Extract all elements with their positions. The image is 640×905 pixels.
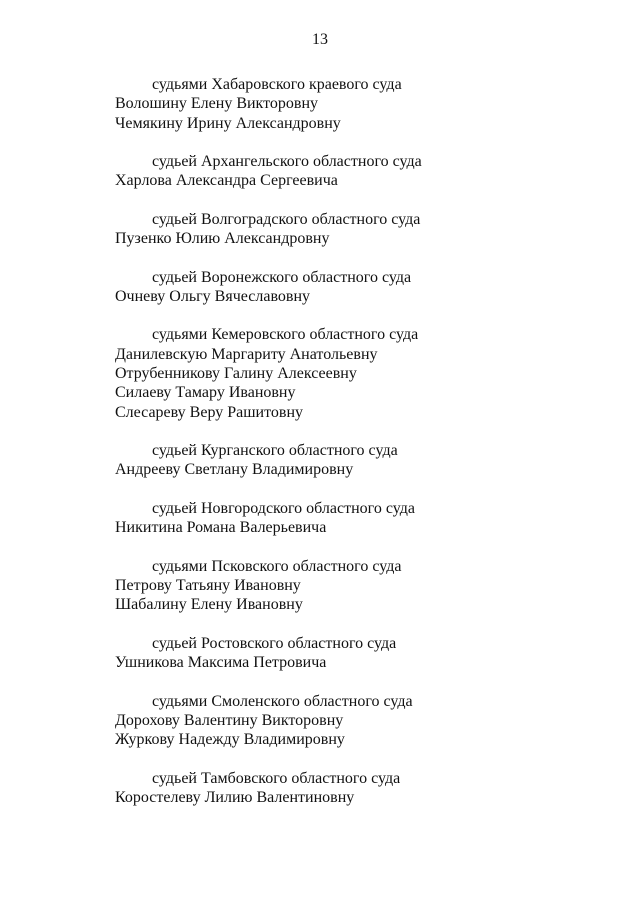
judge-name: Коростелеву Лилию Валентиновну — [115, 788, 355, 806]
court-block-kurgan — [115, 441, 595, 480]
judge-name: Ушникова Максима Петровича — [115, 654, 327, 672]
judge-name: Дорохову Валентину Викторовну — [115, 711, 344, 729]
court-heading: судьями Псковского областного суда — [152, 557, 402, 575]
court-heading: судьей Ростовского областного суда — [152, 634, 397, 652]
court-block-khabarovsk — [115, 75, 595, 133]
court-block-kemerovo — [115, 325, 595, 421]
court-block-tambov — [115, 769, 595, 808]
judge-name: Петрову Татьяну Ивановну — [115, 576, 301, 594]
judge-name: Харлова Александра Сергеевича — [115, 172, 338, 190]
judge-name: Чемякину Ирину Александровну — [115, 114, 341, 132]
court-block-volgograd — [115, 210, 595, 249]
judge-name: Данилевскую Маргариту Анатольевну — [115, 345, 378, 363]
court-heading: судьями Хабаровского краевого суда — [152, 76, 402, 93]
court-heading: судьей Воронежского областного суда — [152, 268, 412, 286]
court-block-voronezh — [115, 268, 595, 307]
judge-name: Журкову Надежду Владимировну — [115, 731, 345, 749]
court-block-arkhangelsk — [115, 152, 595, 191]
judge-name: Андрееву Светлану Владимировну — [115, 461, 354, 479]
page-number: 13 — [312, 31, 328, 48]
judge-name: Очневу Ольгу Вячеславовну — [115, 287, 310, 305]
court-block-smolensk — [115, 692, 595, 750]
court-heading: судьей Тамбовского областного суда — [152, 769, 401, 787]
appointment-list — [115, 75, 595, 826]
judge-name: Волошину Елену Викторовну — [115, 95, 319, 113]
judge-name: Слесареву Веру Рашитовну — [115, 403, 304, 421]
court-heading: судьей Курганского областного суда — [152, 442, 398, 460]
judge-name: Силаеву Тамару Ивановну — [115, 384, 296, 402]
court-block-novgorod — [115, 499, 595, 538]
court-heading: судьями Смоленского областного суда — [152, 692, 413, 710]
judge-name: Никитина Романа Валерьевича — [115, 519, 327, 537]
judge-name: Шабалину Елену Ивановну — [115, 596, 303, 614]
court-heading: судьей Архангельского областного суда — [152, 153, 422, 171]
court-block-rostov — [115, 634, 595, 673]
court-block-pskov — [115, 557, 595, 615]
judge-name: Пузенко Юлию Александровну — [115, 230, 330, 248]
court-heading: судьей Волгоградского областного суда — [152, 210, 421, 228]
judge-name: Отрубенникову Галину Алексеевну — [115, 365, 357, 383]
court-heading: судьями Кемеровского областного суда — [152, 326, 419, 344]
court-heading: судьей Новгородского областного суда — [152, 499, 415, 517]
